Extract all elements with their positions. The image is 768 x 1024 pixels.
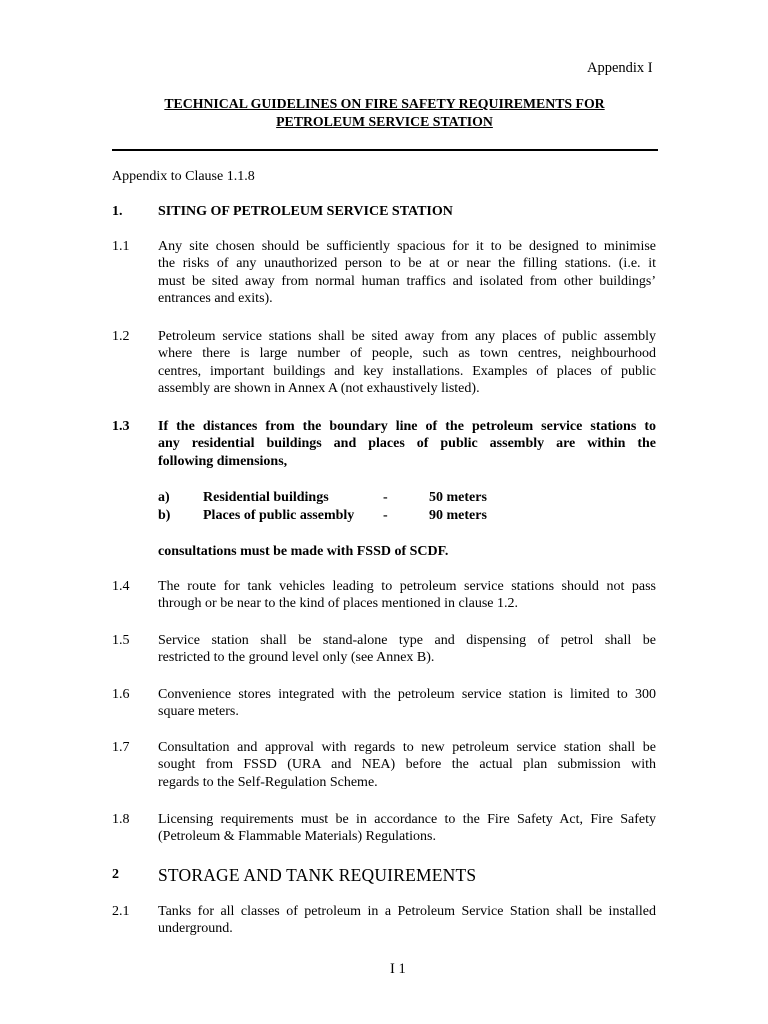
clause-2-1-line: underground. [158,921,233,937]
title-line-1: TECHNICAL GUIDELINES ON FIRE SAFETY REQUIREMENTS FOR [164,96,605,111]
clause-1-8-text [158,811,656,846]
clause-1-2-number: 1.2 [112,329,130,344]
clause-1-3-line: following dimensions, [158,453,288,469]
clause-1-6-number: 1.6 [112,687,130,702]
document-title [112,95,657,131]
clause-1-8-number: 1.8 [112,812,130,827]
clause-1-5-line: restricted to the ground level only (see Annex B). [158,650,435,666]
clause-1-1-number: 1.1 [112,239,130,254]
clause-1-2-line: where there is large number of people, such as town centres, neighbourhood [158,346,656,362]
consultation-note: consultations must be made with FSSD of SCDF. [158,544,449,559]
clause-1-6-line: Convenience stores integrated with the petroleum service station is limited to 300 [158,687,656,702]
clause-1-3-line: If the distances from the boundary line of the petroleum service stations to [158,419,656,434]
clause-1-5-text [158,632,656,667]
clause-reference: Appendix to Clause 1.1.8 [112,169,255,184]
clause-1-2-line: centres, important buildings and key installations. Examples of places of public [158,363,656,379]
clause-1-7-number: 1.7 [112,740,130,755]
clause-1-2-line: Petroleum service stations shall be sited away from any places of public assembly [158,329,656,344]
clause-1-3-number: 1.3 [112,419,130,434]
clause-1-4-line: The route for tank vehicles leading to petroleum service stations should not pass [158,579,656,594]
clause-1-6-line: square meters. [158,704,239,720]
clause-2-1-number: 2.1 [112,904,130,919]
section-2-number: 2 [112,867,119,882]
appendix-label: Appendix I [587,60,653,76]
section-2-title: STORAGE AND TANK REQUIREMENTS [158,865,477,885]
clause-1-3-line: any residential buildings and places of public assembly are within the [158,436,656,452]
clause-1-4-line: through or be near to the kind of places mentioned in clause 1.2. [158,596,519,612]
clause-1-1-line: the risks of any unauthorized person to be at or near the filling stations. (i.e. it [158,256,656,272]
clause-1-6-text [158,686,656,721]
clause-1-7-line: sought from FSSD (URA and NEA) before the actual plan submission with [158,757,656,773]
list-item-a-value: 50 meters [429,490,487,505]
clause-2-1-line: Tanks for all classes of petroleum in a Petroleum Service Station shall be installed [158,904,656,919]
clause-1-5-number: 1.5 [112,633,130,648]
clause-1-7-line: regards to the Self-Regulation Scheme. [158,774,378,790]
clause-1-7-line: Consultation and approval with regards to new petroleum service station shall be [158,740,656,755]
clause-2-1-text [158,903,656,938]
clause-1-4-text [158,578,656,613]
clause-1-1-line: Any site chosen should be sufficiently spacious for it to be designed to minimise [158,239,656,254]
clause-1-2-line: assembly are shown in Annex A (not exhaustively listed). [158,381,480,397]
clause-1-1-line: must be sited away from normal human traffics and isolated from other buildings’ [158,273,656,289]
list-item-a-name: Residential buildings [203,490,329,505]
clause-1-4-number: 1.4 [112,579,130,594]
clause-1-1-line: entrances and exits). [158,291,273,307]
list-item-a-dash: - [383,490,388,505]
list-item-b-value: 90 meters [429,508,487,523]
clause-1-2-text [158,328,656,398]
clause-1-8-line: Licensing requirements must be in accordance to the Fire Safety Act, Fire Safety [158,812,656,827]
clause-1-3-text [158,418,656,470]
list-item-b-label: b) [158,508,171,523]
section-1-title: SITING OF PETROLEUM SERVICE STATION [158,204,453,219]
section-1-number: 1. [112,204,123,219]
list-item-b-dash: - [383,508,388,523]
clause-1-7-text [158,739,656,791]
title-line-2: PETROLEUM SERVICE STATION [276,114,493,129]
clause-1-8-line: (Petroleum & Flammable Materials) Regulations. [158,829,436,845]
clause-1-5-line: Service station shall be stand-alone type and dispensing of petrol shall be [158,633,656,648]
clause-1-1-text [158,238,656,308]
list-item-a-label: a) [158,490,170,505]
list-item-b-name: Places of public assembly [203,508,355,523]
page-number: I 1 [390,961,406,977]
header-rule [112,149,658,151]
